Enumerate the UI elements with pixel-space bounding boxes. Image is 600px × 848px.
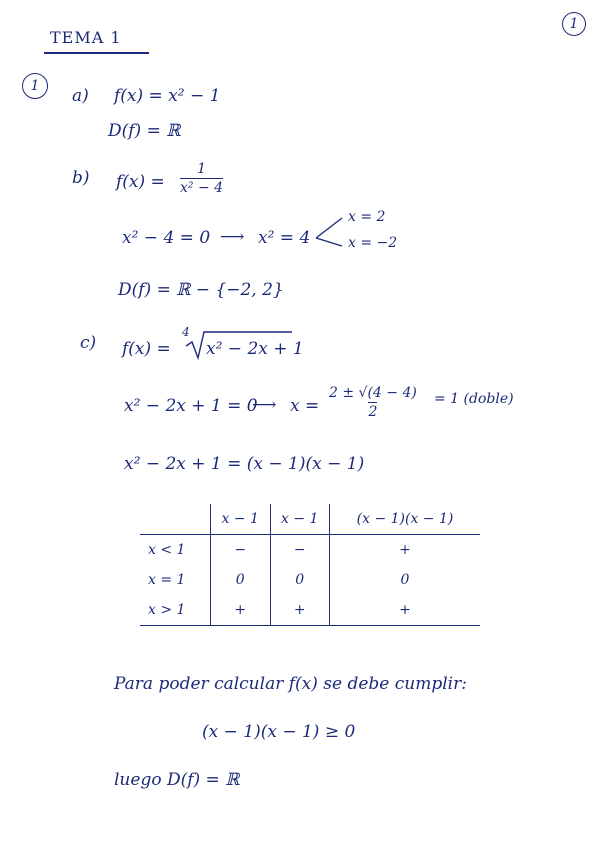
part-c-root-index: 4 xyxy=(182,325,190,339)
condition-inequality: (x − 1)(x − 1) ≥ 0 xyxy=(202,722,356,742)
branch-upper xyxy=(316,218,342,238)
sign-table-cell: + xyxy=(270,595,330,626)
exercise-number: 1 xyxy=(30,78,40,94)
root-radical xyxy=(186,332,292,358)
part-c-quadratic-numerator: 2 ± √(4 − 4) xyxy=(329,385,417,401)
sign-table-cell: 0 xyxy=(330,565,481,595)
part-c-quadratic-result: = 1 (doble) xyxy=(434,391,514,407)
branch-lower xyxy=(316,238,342,246)
conclusion-domain: luego D(f) = ℝ xyxy=(114,770,240,790)
part-b-numerator: 1 xyxy=(197,161,206,177)
part-b-arrow: ⟶ xyxy=(220,227,245,247)
sign-table-cell: + xyxy=(330,595,481,626)
sign-table-header-product: (x − 1)(x − 1) xyxy=(330,504,481,535)
part-b-domain: D(f) = ℝ − {−2, 2} xyxy=(118,280,284,300)
part-b-denominator: x² − 4 xyxy=(180,180,224,196)
sign-table-header-factor2: x − 1 xyxy=(270,504,330,535)
page-title: TEMA 1 xyxy=(50,28,122,47)
sign-table-header-factor1: x − 1 xyxy=(211,504,271,535)
part-c-arrow: ⟶ xyxy=(252,395,277,415)
sign-table-cell: − xyxy=(211,535,271,566)
part-c-x-equals: x = xyxy=(290,396,320,416)
sign-table-cell: 0 xyxy=(270,565,330,595)
part-c-lhs: f(x) = xyxy=(122,339,171,359)
sign-table-cell: + xyxy=(211,595,271,626)
part-a-domain: D(f) = ℝ xyxy=(108,121,181,141)
sign-table-cell: − xyxy=(270,535,330,566)
part-c-equation: x² − 2x + 1 = 0 xyxy=(124,396,258,416)
sign-table-interval: x > 1 xyxy=(140,595,211,626)
sign-table-interval: x < 1 xyxy=(148,542,186,558)
part-c-factorization: x² − 2x + 1 = (x − 1)(x − 1) xyxy=(124,454,365,474)
part-b-equation: x² − 4 = 0 xyxy=(122,228,211,248)
part-c-label: c) xyxy=(80,333,97,353)
sign-table-cell: 0 xyxy=(211,565,271,595)
part-a-label: a) xyxy=(72,86,89,106)
part-b-root-positive: x = 2 xyxy=(348,209,386,225)
part-c-quadratic-denominator: 2 xyxy=(368,404,378,420)
part-a-function: f(x) = x² − 1 xyxy=(114,86,221,106)
sign-table-cell: + xyxy=(330,535,481,566)
part-b-label: b) xyxy=(72,168,90,188)
part-b-lhs: f(x) = xyxy=(116,172,165,192)
part-b-root-negative: x = −2 xyxy=(348,235,398,251)
condition-text: Para poder calcular f(x) se debe cumplir: xyxy=(114,674,467,694)
sign-table-interval: x = 1 xyxy=(148,572,186,588)
page-number: 1 xyxy=(569,16,579,32)
part-c-radicand: x² − 2x + 1 xyxy=(206,339,304,359)
part-b-intermediate: x² = 4 xyxy=(258,228,311,248)
